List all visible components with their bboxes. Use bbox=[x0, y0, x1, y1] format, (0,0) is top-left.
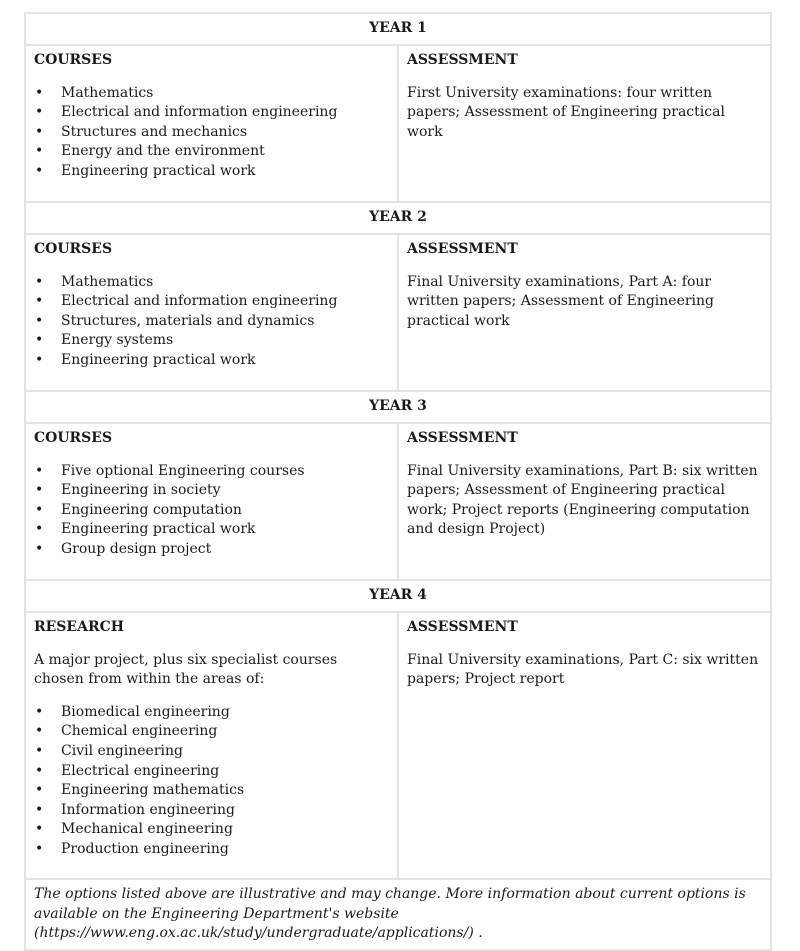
list-item: • Electrical and information engineering bbox=[34, 103, 389, 123]
list-item: • Structures and mechanics bbox=[34, 123, 389, 143]
list-item: • Energy systems bbox=[34, 331, 389, 351]
list-item: • Structures, materials and dynamics bbox=[34, 312, 389, 332]
specialist-area-list bbox=[34, 703, 389, 860]
list-item: • Mathematics bbox=[34, 273, 389, 293]
list-item: • Chemical engineering bbox=[34, 722, 389, 742]
year-label: YEAR 3 bbox=[25, 391, 771, 423]
courses-heading: COURSES bbox=[34, 430, 113, 446]
list-item: • Engineering in society bbox=[34, 481, 389, 501]
course-list bbox=[34, 462, 389, 560]
research-heading: RESEARCH bbox=[34, 619, 124, 635]
list-item: • Engineering computation bbox=[34, 501, 389, 521]
assessment-cell bbox=[398, 45, 771, 202]
assessment-text: Final University examinations, Part C: six written papers; Project report bbox=[407, 651, 759, 688]
year-content-row bbox=[25, 612, 771, 879]
courses-cell bbox=[25, 423, 398, 580]
assessment-cell bbox=[398, 234, 771, 391]
assessment-text: Final University examinations, Part B: six written papers; Assessment of Engineering practical work; Project reports (Engineering computation and design Project) bbox=[407, 462, 758, 538]
list-item: • Group design project bbox=[34, 540, 389, 560]
footnote: The options listed above are illustrative and may change. More information about current options is available on the Engineering Department's website (https://www.eng.ox.ac.uk/study/undergraduate/applications/) . bbox=[25, 879, 771, 950]
list-item: • Mechanical engineering bbox=[34, 820, 389, 840]
list-item: • Civil engineering bbox=[34, 742, 389, 762]
year-content-row bbox=[25, 234, 771, 391]
courses-cell bbox=[25, 45, 398, 202]
list-item: • Production engineering bbox=[34, 840, 389, 860]
courses-heading: COURSES bbox=[34, 52, 113, 68]
research-intro: A major project, plus six specialist courses chosen from within the areas of: bbox=[34, 651, 338, 688]
list-item: • Engineering practical work bbox=[34, 351, 389, 371]
list-item: • Engineering mathematics bbox=[34, 781, 389, 801]
year-label: YEAR 2 bbox=[25, 202, 771, 234]
list-item: • Five optional Engineering courses bbox=[34, 462, 389, 482]
assessment-heading: ASSESSMENT bbox=[407, 52, 518, 68]
list-item: • Mathematics bbox=[34, 84, 389, 104]
course-structure bbox=[24, 12, 772, 951]
courses-cell bbox=[25, 234, 398, 391]
list-item: • Electrical engineering bbox=[34, 762, 389, 782]
course-list bbox=[34, 84, 389, 182]
year-header-row bbox=[25, 391, 771, 423]
year-header-row bbox=[25, 580, 771, 612]
year-label: YEAR 4 bbox=[25, 580, 771, 612]
assessment-cell bbox=[398, 612, 771, 879]
year-content-row bbox=[25, 423, 771, 580]
assessment-cell bbox=[398, 423, 771, 580]
year-content-row bbox=[25, 45, 771, 202]
year-label: YEAR 1 bbox=[25, 13, 771, 45]
list-item: • Electrical and information engineering bbox=[34, 292, 389, 312]
year-header-row bbox=[25, 202, 771, 234]
list-item: • Engineering practical work bbox=[34, 520, 389, 540]
course-table bbox=[24, 12, 772, 951]
footnote-row bbox=[25, 879, 771, 950]
list-item: • Energy and the environment bbox=[34, 142, 389, 162]
list-item: • Engineering practical work bbox=[34, 162, 389, 182]
assessment-heading: ASSESSMENT bbox=[407, 430, 518, 446]
courses-heading: COURSES bbox=[34, 241, 113, 257]
assessment-heading: ASSESSMENT bbox=[407, 241, 518, 257]
research-cell bbox=[25, 612, 398, 879]
assessment-text: Final University examinations, Part A: four written papers; Assessment of Engineering practical work bbox=[407, 273, 715, 329]
assessment-text: First University examinations: four written papers; Assessment of Engineering practical work bbox=[407, 84, 725, 140]
year-header-row bbox=[25, 13, 771, 45]
list-item: • Information engineering bbox=[34, 801, 389, 821]
assessment-heading: ASSESSMENT bbox=[407, 619, 518, 635]
course-list bbox=[34, 273, 389, 371]
list-item: • Biomedical engineering bbox=[34, 703, 389, 723]
